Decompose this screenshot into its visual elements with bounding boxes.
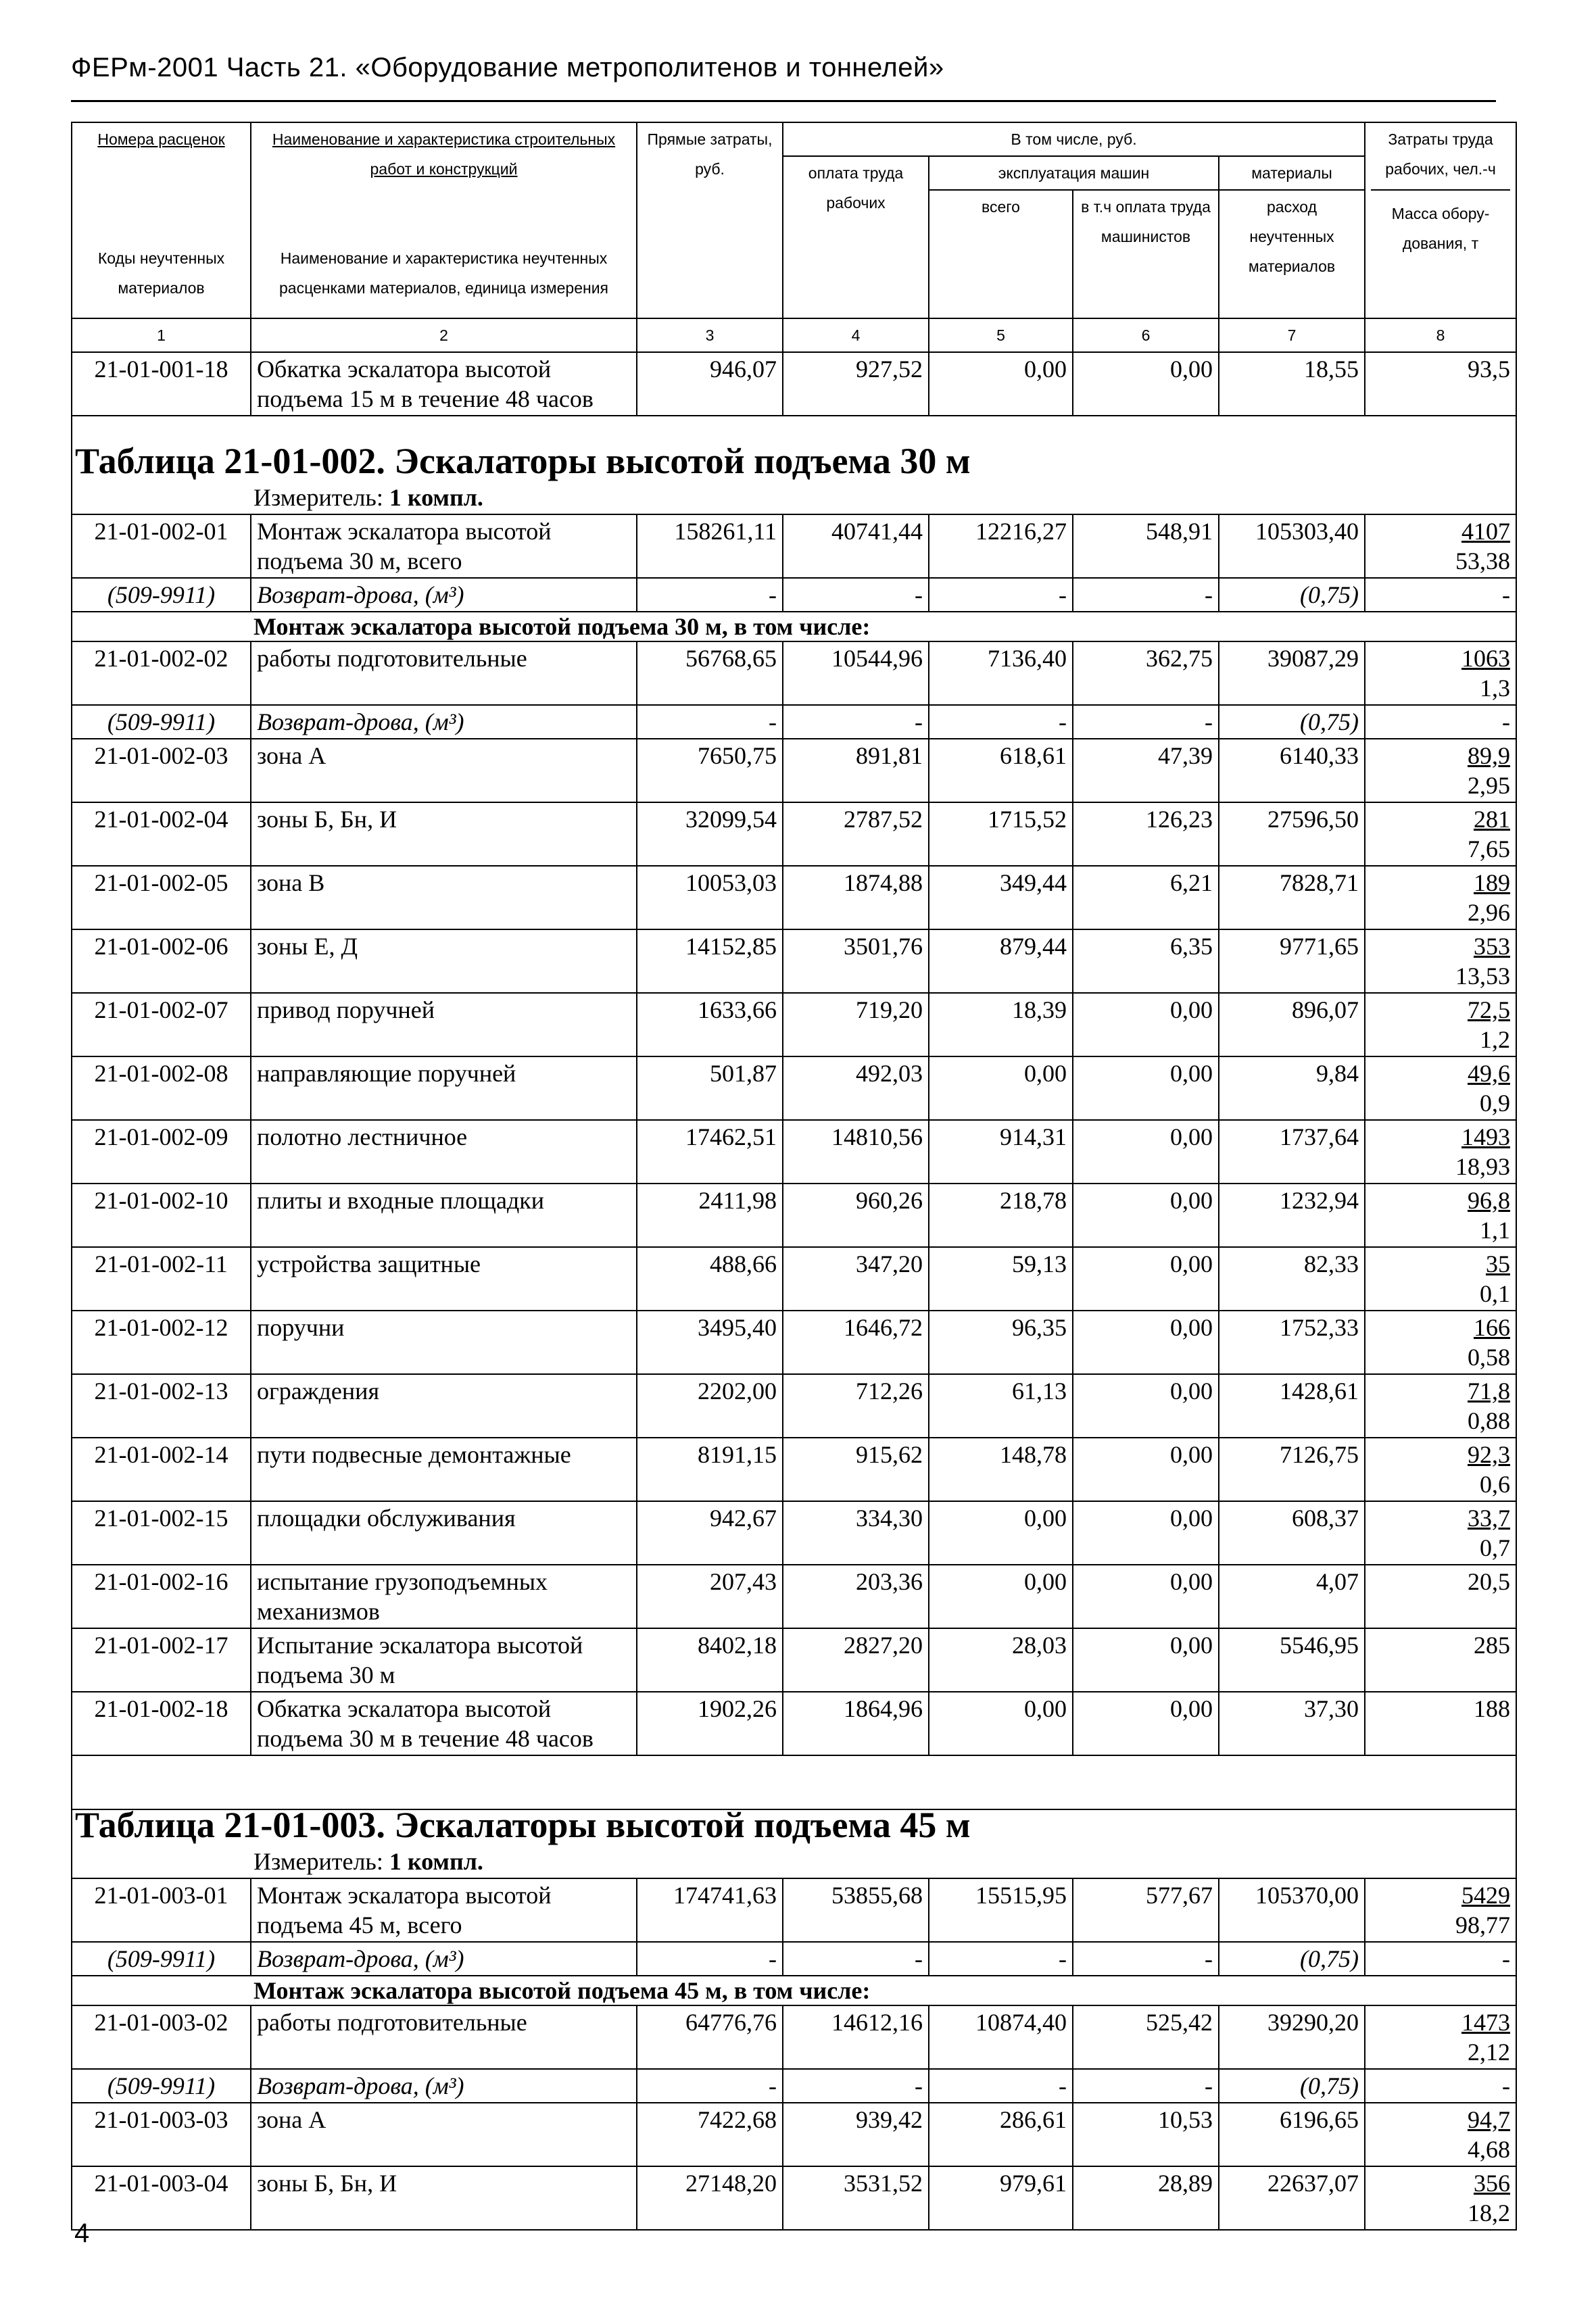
page-header: ФЕРм-2001 Часть 21. «Оборудование метрополитенов и тоннелей» xyxy=(71,53,944,82)
col-header-unaccounted-materials: расход неучтенных материалов xyxy=(1219,190,1365,318)
measure-unit: Измеритель: 1 компл. xyxy=(72,481,1516,514)
header-rule xyxy=(71,100,1496,102)
table-row: 21-01-002-11 устройства защитные 488,66 347,20 59,13 0,00 82,33 35 0,1 xyxy=(72,1247,1516,1311)
rates-table xyxy=(71,122,1517,2231)
table-row: 21-01-002-18 Обкатка эскалатора высотой подъема 30 м в течение 48 часов 1902,26 1864,96 0,00 0,00 37,30 188 xyxy=(72,1692,1516,1755)
table-row: 21-01-002-08 направляющие поручней 501,87 492,03 0,00 0,00 9,84 49,6 0,9 xyxy=(72,1056,1516,1120)
table-row: 21-01-002-07 привод поручней 1633,66 719,20 18,39 0,00 896,07 72,5 1,2 xyxy=(72,993,1516,1056)
table-row: 21-01-002-03 зона А 7650,75 891,81 618,61 47,39 6140,33 89,9 2,95 xyxy=(72,739,1516,802)
measure-unit: Измеритель: 1 компл. xyxy=(72,1845,1516,1878)
table-row: 21-01-002-16 испытание грузоподъемных механизмов 207,43 203,36 0,00 0,00 4,07 20,5 xyxy=(72,1565,1516,1628)
table-row: 21-01-002-02 работы подготовительные 56768,65 10544,96 7136,40 362,75 39087,29 1063 1,3 xyxy=(72,641,1516,705)
material-row: (509-9911) Возврат-дрова, (м³) - - - - (0,75) - xyxy=(72,1942,1516,1976)
table-row: 21-01-002-01 Монтаж эскалатора высотой подъема 30 м, всего 158261,11 40741,44 12216,27 548,91 105303,40 4107 53,38 xyxy=(72,514,1516,578)
table-row: 21-01-002-15 площадки обслуживания 942,67 334,30 0,00 0,00 608,37 33,7 0,7 xyxy=(72,1501,1516,1565)
col-header-direct-costs: Прямые затраты, руб. xyxy=(637,122,783,318)
col-header-codes: Номера расценок Коды неучтенных материалов xyxy=(72,122,251,318)
table-row: 21-01-003-02 работы подготовительные 64776,76 14612,16 10874,40 525,42 39290,20 1473 2,12 xyxy=(72,2005,1516,2069)
col-header-names: Наименование и характеристика строительных работ и конструкций Наименование и характеристика неучтенных расценками материалов, единица измерения xyxy=(251,122,637,318)
col-header-materials: материалы xyxy=(1219,156,1365,190)
table-row: 21-01-001-18 Обкатка эскалатора высотой подъема 15 м в течение 48 часов 946,07 927,52 0,00 0,00 18,55 93,5 xyxy=(72,352,1516,416)
table-row: 21-01-002-05 зона В 10053,03 1874,88 349,44 6,21 7828,71 189 2,96 xyxy=(72,866,1516,929)
column-numbers-row: 1 2 3 4 5 6 7 8 xyxy=(72,318,1516,352)
col-header-machines: эксплуатация машин xyxy=(929,156,1219,190)
material-row: (509-9911) Возврат-дрова, (м³) - - - - (0,75) - xyxy=(72,2069,1516,2103)
material-row: (509-9911) Возврат-дрова, (м³) - - - - (0,75) - xyxy=(72,705,1516,739)
table-row: 21-01-002-14 пути подвесные демонтажные 8191,15 915,62 148,78 0,00 7126,75 92,3 0,6 xyxy=(72,1438,1516,1501)
table-row: 21-01-003-03 зона А 7422,68 939,42 286,61 10,53 6196,65 94,7 4,68 xyxy=(72,2103,1516,2166)
col-header-labor-pay: оплата труда рабочих xyxy=(783,156,929,318)
table-title: Таблица 21-01-002. Эскалаторы высотой подъема 30 м xyxy=(72,416,1516,481)
page-number: 4 xyxy=(74,2218,90,2248)
col-header-machines-total: всего xyxy=(929,190,1073,318)
section-subheading: Монтаж эскалатора высотой подъема 30 м, в том числе: xyxy=(72,612,1516,641)
table-row: 21-01-002-13 ограждения 2202,00 712,26 61,13 0,00 1428,61 71,8 0,88 xyxy=(72,1374,1516,1438)
table-row: 21-01-002-10 плиты и входные площадки 2411,98 960,26 218,78 0,00 1232,94 96,8 1,1 xyxy=(72,1184,1516,1247)
col-header-machinist-pay: в т.ч оплата труда машинистов xyxy=(1073,190,1219,318)
table-row: 21-01-002-17 Испытание эскалатора высотой подъема 30 м 8402,18 2827,20 28,03 0,00 5546,95 285 xyxy=(72,1628,1516,1692)
material-row: (509-9911) Возврат-дрова, (м³) - - - - (0,75) - xyxy=(72,578,1516,612)
section-subheading: Монтаж эскалатора высотой подъема 45 м, в том числе: xyxy=(72,1976,1516,2005)
table-row: 21-01-003-01 Монтаж эскалатора высотой подъема 45 м, всего 174741,63 53855,68 15515,95 577,67 105370,00 5429 98,77 xyxy=(72,1878,1516,1942)
table-row: 21-01-003-04 зоны Б, Бн, И 27148,20 3531,52 979,61 28,89 22637,07 356 18,2 xyxy=(72,2166,1516,2230)
table-row: 21-01-002-12 поручни 3495,40 1646,72 96,35 0,00 1752,33 166 0,58 xyxy=(72,1311,1516,1374)
col-header-labor-hours: Затраты труда рабочих, чел.-ч Масса обору-дования, т xyxy=(1365,122,1516,318)
table-row: 21-01-002-09 полотно лестничное 17462,51 14810,56 914,31 0,00 1737,64 1493 18,93 xyxy=(72,1120,1516,1184)
table-title: Таблица 21-01-003. Эскалаторы высотой подъема 45 м xyxy=(72,1809,1516,1845)
col-header-incl: В том числе, руб. xyxy=(783,122,1365,156)
table-row: 21-01-002-04 зоны Б, Бн, И 32099,54 2787,52 1715,52 126,23 27596,50 281 7,65 xyxy=(72,802,1516,866)
table-row: 21-01-002-06 зоны Е, Д 14152,85 3501,76 879,44 6,35 9771,65 353 13,53 xyxy=(72,929,1516,993)
